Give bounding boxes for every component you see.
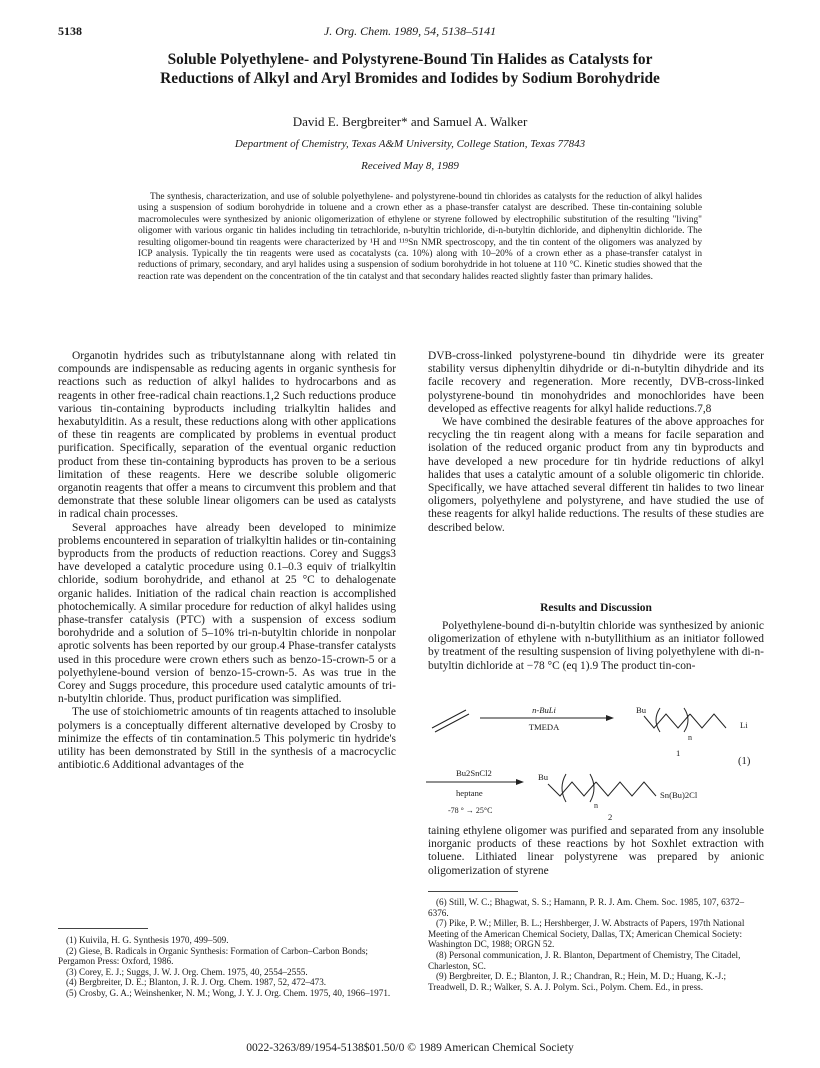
paragraph-post-equation: taining ethylene oligomer was purified and separated from any insoluble inorganic products of these reactions by hot Soxhlet extraction with toluene. Lithiated linear polystyrene was prepared by anionic oligomerization of styrene <box>428 825 764 877</box>
received-date: Received May 8, 1989 <box>361 160 459 172</box>
reagent-tmeda: TMEDA <box>528 722 560 732</box>
bracket-open-2 <box>562 774 566 802</box>
affiliation: Department of Chemistry, Texas A&M University, College Station, Texas 77843 <box>234 138 586 150</box>
temperature-range: -78 ° → 25°C <box>448 806 493 815</box>
chain-tail-2 <box>596 782 656 796</box>
footnote-3: (3) Corey, E. J.; Suggs, J. W. J. Org. Chem. 1975, 40, 2554–2555. <box>66 966 308 977</box>
running-head <box>58 24 762 40</box>
arrow-head-2 <box>516 779 524 785</box>
footnotes-left <box>58 935 396 999</box>
tin-group-label: Sn(Bu)2Cl <box>660 790 698 800</box>
footnote-9: (9) Bergbreiter, D. E.; Blanton, J. R.; Chandran, R.; Hein, M. D.; Huang, K.-J.; Treadwell, D. R.; Walker, S. A. J. Polym. Sci., Polym. Chem. Ed., in press. <box>428 971 727 992</box>
footnotes-right <box>428 897 764 992</box>
title-line-1: Soluble Polyethylene- and Polystyrene-Bound Tin Halides as Catalysts for <box>167 51 653 68</box>
footnote-7: (7) Pike, P. W.; Miller, B. L.; Hershberger, J. W. Abstracts of Papers, 197th National Meeting of the American Chemical Society, Dallas, TX; American Chemical Society: Washington DC, 1988; ORGN 52. <box>428 918 745 950</box>
ethylene-bond-b <box>435 714 469 732</box>
article-title <box>60 50 760 88</box>
title-line-2: Reductions of Alkyl and Aryl Bromides and Iodides by Sodium Borohydride <box>160 70 660 87</box>
footnote-8: (8) Personal communication, J. R. Blanton, Department of Chemistry, The Citadel, Charleston, SC. <box>428 949 741 971</box>
reaction-scheme <box>420 702 765 822</box>
paragraph-dvb: DVB-cross-linked polystyrene-bound tin dihydride were its greater stability versus diphenyltin dihydride or di-n-butyltin dihydride and its facile recovery and regeneration. More recently, DVB-cross-linked polystyrene-bound tin monohydrides and monochlorides have been developed as effective reagents for alkyl halide reductions.7,8 <box>428 350 764 415</box>
ethylene-bond-a <box>432 710 466 728</box>
footnote-2: (2) Giese, B. Radicals in Organic Synthesis: Formation of Carbon–Carbon Bonds; Pergamon Press: Oxford, 1986. <box>58 945 368 967</box>
equation-number: (1) <box>738 756 751 767</box>
bu-label-2: Bu <box>538 772 549 782</box>
chain-zigzag-1 <box>644 714 690 728</box>
abstract <box>138 192 702 283</box>
equation-1 <box>420 702 765 822</box>
compound-label-2: 2 <box>608 812 613 822</box>
compound-label-1: 1 <box>676 748 681 758</box>
footnote-6: (6) Still, W. C.; Bhagwat, S. S.; Hamann, P. R. J. Am. Chem. Soc. 1985, 107, 6372–6376. <box>428 897 745 918</box>
li-label: Li <box>740 720 748 730</box>
body-column-left <box>58 350 396 773</box>
footnote-4: (4) Bergbreiter, D. E.; Blanton, J. R. J. Org. Chem. 1987, 52, 472–473. <box>66 977 327 988</box>
paragraph-approaches: Several approaches have already been developed to minimize problems encountered in separation of trialkyltin halides or tin-containing byproducts from the products of reduction reactions. Corey and Suggs3 have developed a catalytic procedure using 0.1–0.3 equiv of trialkyltin chloride, sodium borohydride, and ethanol at 25 °C to dehalogenate organic halides. Initiation of the radical chain reaction is accomplished photochemically. A similar procedure for reduction of alkyl halides using phase-transfer catalysis (PTC) with a suspension of excess sodium borohydride and a solution of 5–10% tri-n-butyltin chloride in nonpolar aprotic solvents has been reported by our group.4 Phase-transfer catalysts used in this procedure were crown ethers such as benzo-15-crown-5 or a polyethylene-bound version of benzo-15-crown-5. As was true in the Corey and Suggs procedure, this procedure used catalytic amounts of tri-n-butyltin chloride. Thus, product purification was simplified. <box>58 521 396 706</box>
author-list: David E. Bergbreiter* and Samuel A. Walker <box>292 114 528 129</box>
footnote-1: (1) Kuivila, H. G. Synthesis 1970, 499–509. <box>66 935 229 945</box>
chain-zigzag-2 <box>548 782 596 796</box>
reagent-nbuli: n-BuLi <box>532 705 556 715</box>
bracket-open-1 <box>656 708 660 732</box>
results-paragraph-container <box>428 620 764 673</box>
page-number: 5138 <box>58 24 82 38</box>
section-heading: Results and Discussion <box>540 602 652 614</box>
copyright-footer: 0022-3263/89/1954-5138$01.50/0 © 1989 American Chemical Society <box>246 1042 574 1054</box>
body-column-right <box>428 350 764 535</box>
footnote-5: (5) Crosby, G. A.; Weinshenker, N. M.; Wong, J. Y. J. Org. Chem. 1975, 40, 1966–1971. <box>66 987 391 998</box>
journal-citation: J. Org. Chem. 1989, 54, 5138–5141 <box>323 24 497 38</box>
chain-tail-1 <box>690 714 726 728</box>
n-label-1: n <box>688 733 692 742</box>
footnote-rule-right <box>428 891 518 892</box>
paragraph-combined: We have combined the desirable features of the above approaches for recycling the tin reagent along with a means for facile separation and isolation of the reduced organic product from any tin byproducts and have developed a new procedure for tin hydride reductions of alkyl halides that uses a catalytic amount of a soluble oligomeric tin chloride. Specifically, we have attached several different tin halides to two linear oligomers, polyethylene and polystyrene, and have studied the use of these reagents for alkyl halide reductions. The results of these studies are described below. <box>428 416 764 534</box>
arrow-head-1 <box>606 715 614 721</box>
paragraph-results: Polyethylene-bound di-n-butyltin chloride was synthesized by anionic oligomerization of ethylene with n-butyllithium as an initiator followed by treatment of the resulting suspension of living polyethylene with di-n-butyltin dichloride at −78 °C (eq 1).9 The product tin-con- <box>428 620 764 672</box>
bu-label-1: Bu <box>636 705 647 715</box>
paragraph-intro: Organotin hydrides such as tributylstannane along with related tin compounds are indispensable as reducing agents in organic synthesis for reactions such as reduction of alkyl halides to hydrocarbons and as reagents in other free-radical chain reactions.1,2 Such reductions produce various tin-containing byproducts including trialkyltin halides and hexabutylditin. As a result, these reductions along with other applications of these tin reagents are complicated by problems in eventual product purification. Specifically, separation of the eventual organic reduction product from these tin-containing byproducts has proven to be a serious limitation of these reagents. Here we describe soluble oligomeric organotin reagents that offer a means to circumvent this problem and that demonstrate that these soluble linear oligomers can be used as catalysts in radical chain processes. <box>58 350 396 521</box>
paragraph-stoichiometric: The use of stoichiometric amounts of tin reagents attached to insoluble polymers is a conceptually different alternative developed by Crosby to minimize the effects of tin contamination.5 This polymeric tin hydride's utility has been demonstrated by Still in the synthesis of a macrocyclic antibiotic.6 Additional advantages of the <box>58 706 396 772</box>
footnote-rule-left <box>58 928 148 929</box>
abstract-text: The synthesis, characterization, and use of soluble polyethylene- and polystyrene-bound tin chlorides as catalysts for the reduction of alkyl halides using a suspension of sodium borohydride in toluene and a crown ether as a phase-transfer catalyst are described. These tin-containing soluble macromolecules were synthesized by anionic oligomerization of ethylene or styrene followed by electrophilic substitution of the resulting "living" oligomer with various organic tin halides including tin tetrachloride, n-butyltin trichloride, di-n-butyltin dichloride, and diphenyltin dichloride. The resulting oligomer-bound tin reagents were characterized by ¹H and ¹¹⁹Sn NMR spectroscopy, and the tin content of the oligomers was analyzed by ICP analysis. Typically the tin reagents were used as cocatalysts (ca. 10%) along with 10–20% of a crown ether as a phase-transfer catalyst in reductions of primary, secondary, and aryl halides using a suspension of sodium borohydride in hot toluene at 110 °C. Kinetic studies showed that the reaction rate was dependent on the concentration of the tin catalyst and that secondary halides reacted slightly faster than primary halides. <box>138 192 702 282</box>
n-label-2: n <box>594 801 598 810</box>
post-equation-text <box>428 825 764 878</box>
solvent-heptane: heptane <box>456 788 483 798</box>
reagent-bu2sncl2: Bu2SnCl2 <box>456 768 492 778</box>
